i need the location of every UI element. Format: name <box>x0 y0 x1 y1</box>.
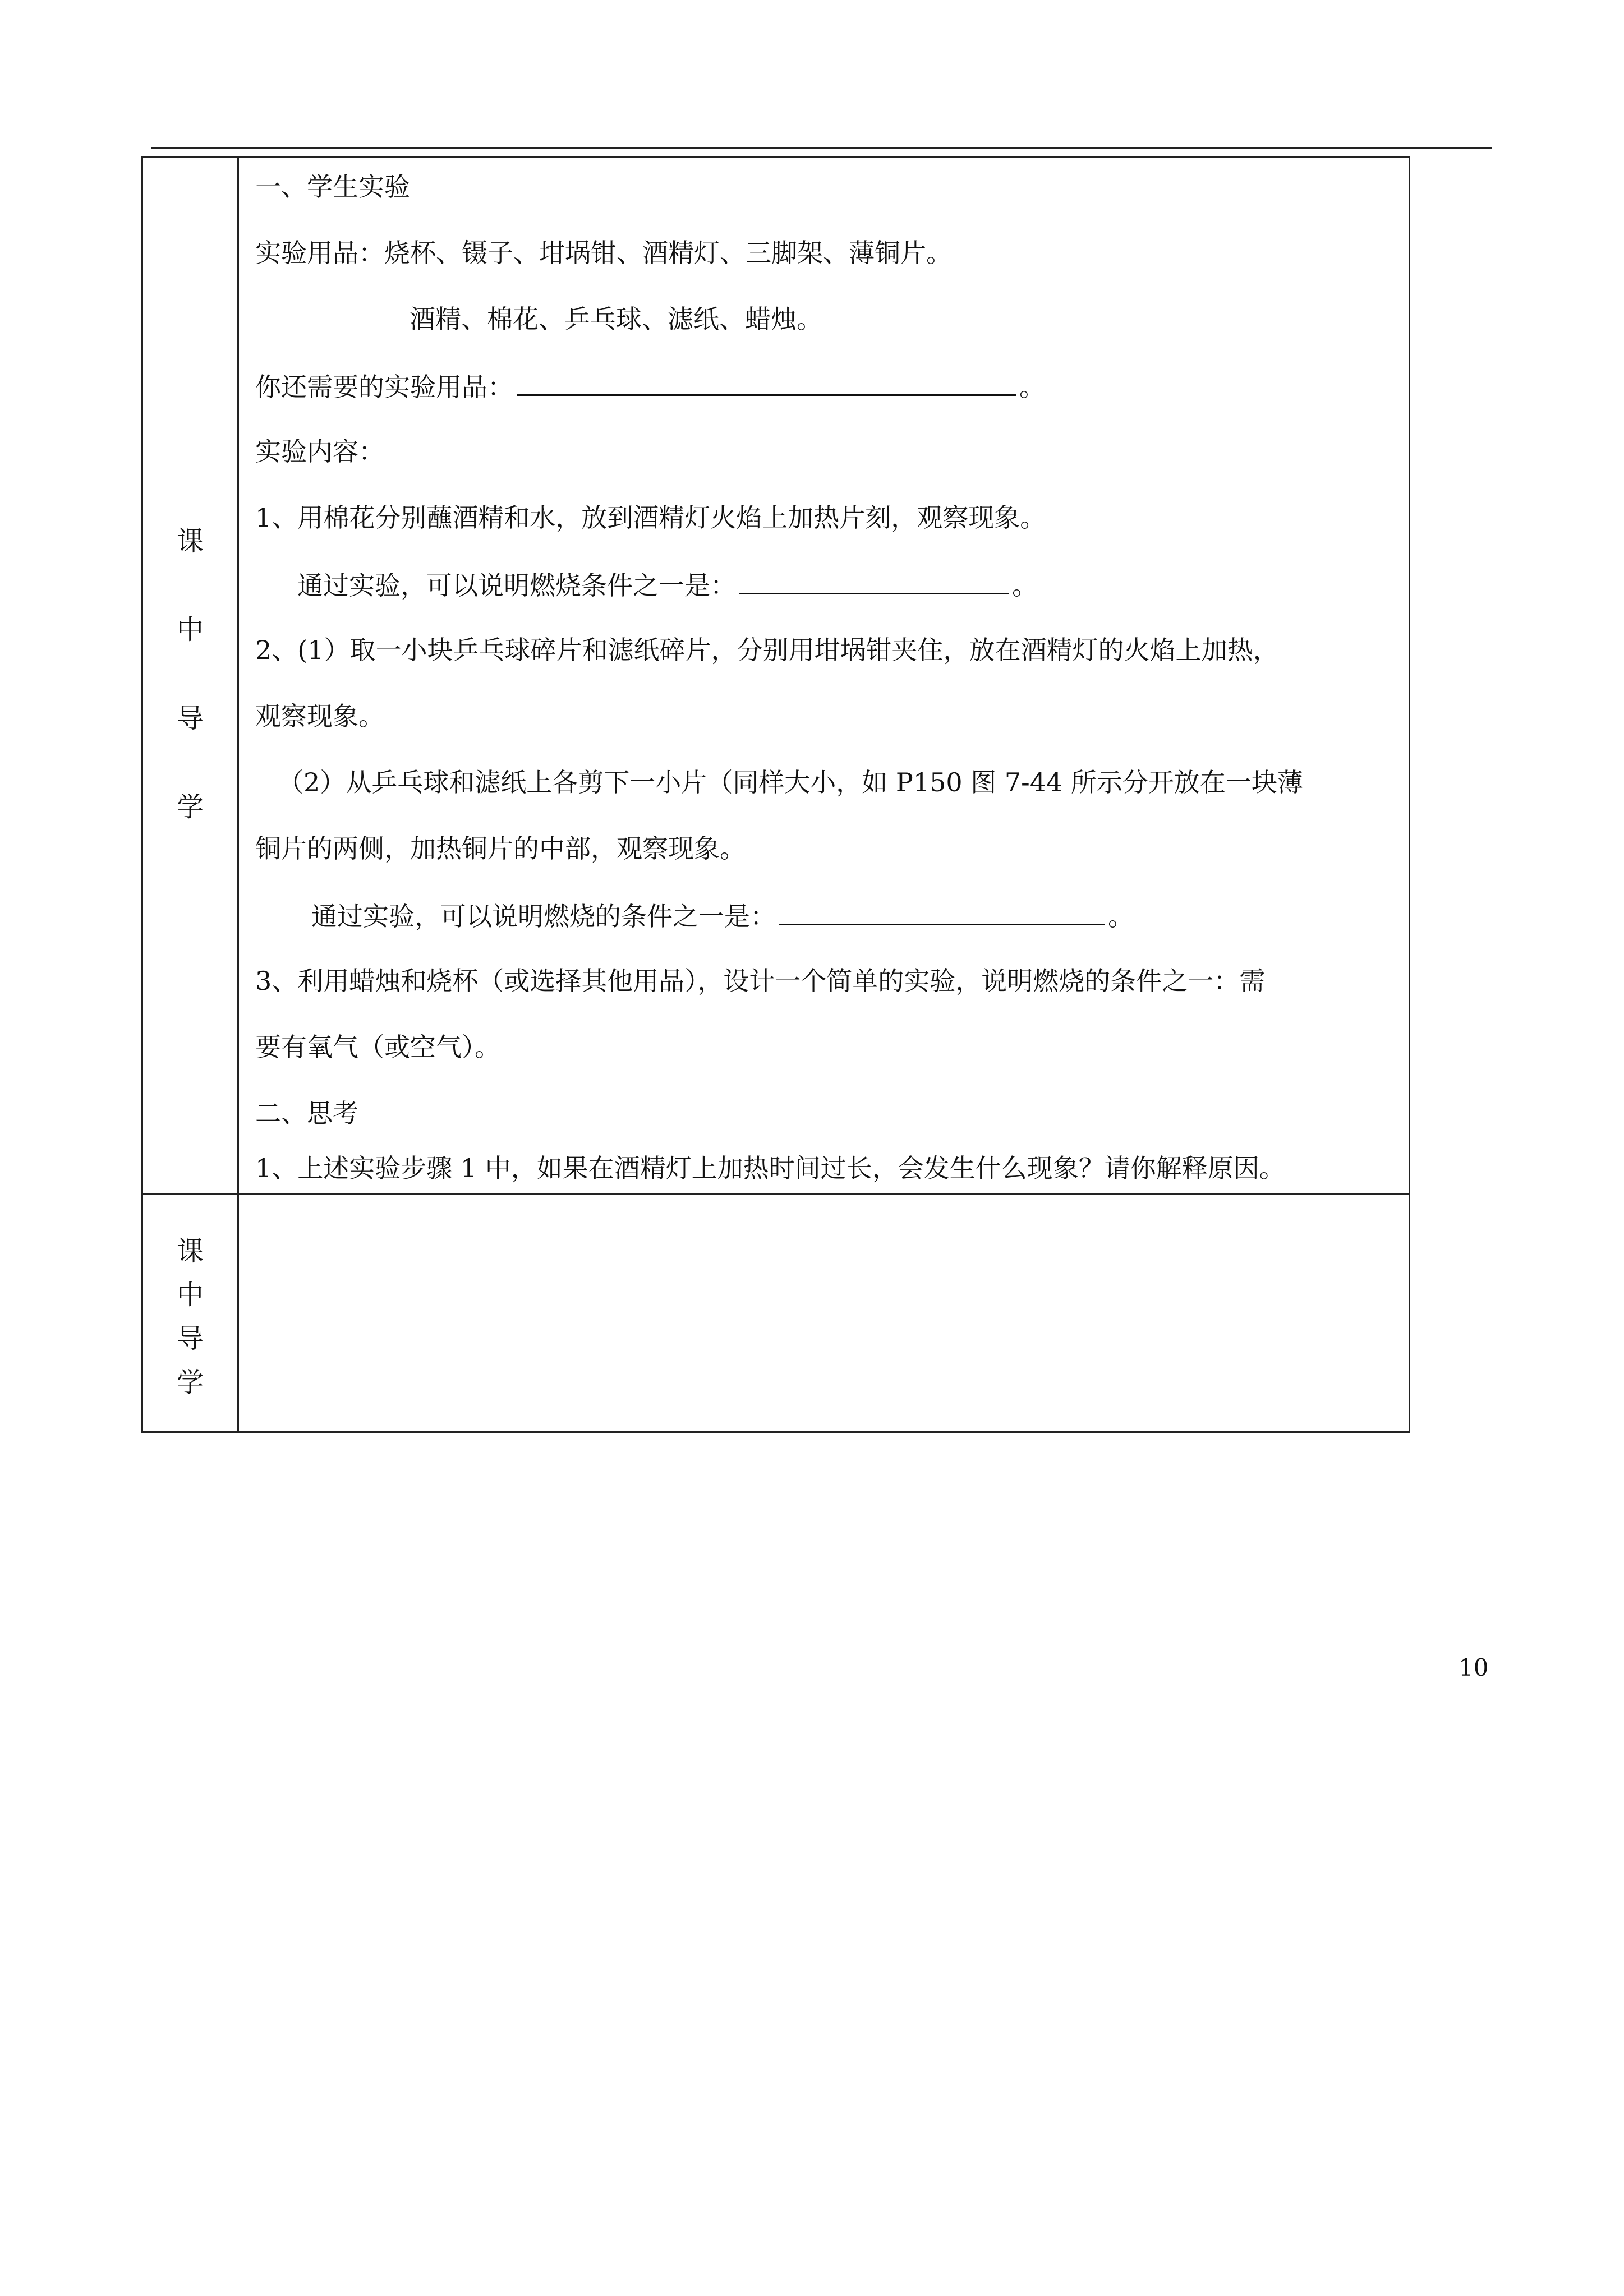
step1-conclusion-suffix: 。 <box>1012 570 1038 601</box>
step2-part1-line1: 2、(1）取一小块乒乓球碎片和滤纸碎片，分别用坩埚钳夹住，放在酒精灯的火焰上加热， <box>255 635 1279 665</box>
step3-line1: 3、利用蜡烛和烧杯（或选择其他用品），设计一个简单的实验，说明燃烧的条件之一：需 <box>255 966 1266 996</box>
side-label-char: 课 <box>176 525 204 557</box>
step1-line: 1、用棉花分别蘸酒精和水，放到酒精灯火焰上加热片刻，观察现象。 <box>255 502 1046 533</box>
step1-conclusion-prefix: 通过实验，可以说明燃烧条件之一是： <box>297 570 736 601</box>
section2-title: 二、思考 <box>255 1098 358 1128</box>
side-label-char: 导 <box>176 1323 204 1354</box>
side-label-char: 学 <box>176 791 204 823</box>
step2-part2-line2: 铜片的两侧，加热铜片的中部，观察现象。 <box>255 833 746 864</box>
materials-line: 实验用品：烧杯、镊子、坩埚钳、酒精灯、三脚架、薄铜片。 <box>255 238 952 268</box>
column-divider <box>237 158 239 1431</box>
page-number: 10 <box>1459 1654 1489 1681</box>
side-label-char: 学 <box>176 1367 204 1398</box>
step1-conclusion-line <box>297 567 1038 602</box>
step2-conclusion-suffix: 。 <box>1108 901 1134 932</box>
side-label-char: 导 <box>176 703 204 734</box>
extra-materials-line <box>255 368 1045 404</box>
step2-conclusion-blank[interactable] <box>779 898 1105 925</box>
side-label-char: 中 <box>176 1279 204 1311</box>
step1-conclusion-blank[interactable] <box>739 567 1009 594</box>
materials-line-2: 酒精、棉花、乒乓球、滤纸、蜡烛。 <box>410 304 822 334</box>
experiment-content-label: 实验内容： <box>255 436 384 467</box>
extra-materials-blank[interactable] <box>517 368 1016 396</box>
step3-line2: 要有氧气（或空气）。 <box>255 1032 500 1062</box>
step2-part2-line1: （2）从乒乓球和滤纸上各剪下一小片（同样大小，如 P150 图 7-44 所示分开放在一块薄 <box>278 767 1303 797</box>
step2-conclusion-line <box>311 898 1134 933</box>
worksheet-table <box>141 156 1410 1433</box>
side-label-top <box>143 158 237 1193</box>
side-label-bottom <box>143 1193 237 1433</box>
row-divider <box>143 1193 1409 1195</box>
step2-conclusion-prefix: 通过实验，可以说明燃烧的条件之一是： <box>311 901 776 932</box>
section1-title: 一、学生实验 <box>255 172 410 202</box>
header-rule <box>151 147 1492 149</box>
extra-materials-prefix: 你还需要的实验用品： <box>255 372 513 402</box>
step2-part1-line2: 观察现象。 <box>255 701 384 731</box>
side-label-char: 中 <box>176 614 204 646</box>
extra-materials-suffix: 。 <box>1019 372 1045 402</box>
question1-line: 1、上述实验步骤 1 中，如果在酒精灯上加热时间过长，会发生什么现象？请你解释原因。 <box>255 1153 1285 1183</box>
side-label-char: 课 <box>176 1235 204 1267</box>
